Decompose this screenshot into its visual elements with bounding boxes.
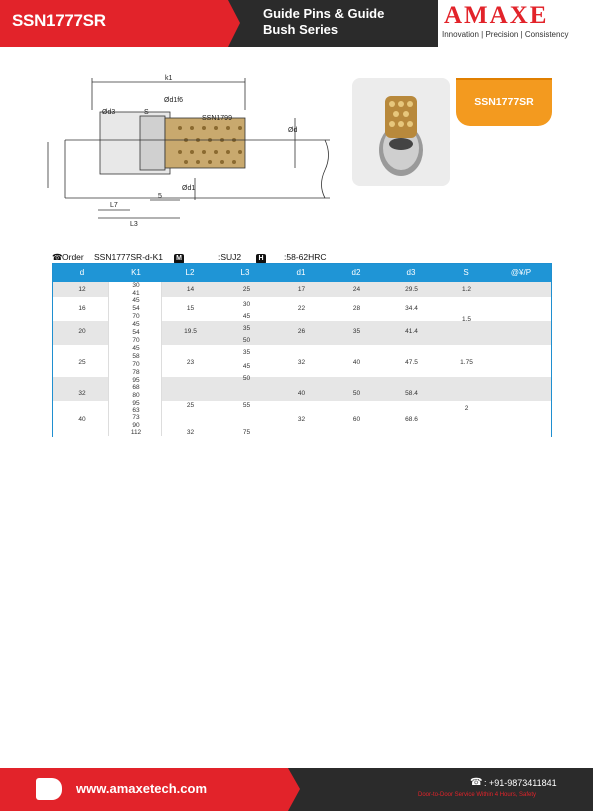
material-value: :SUJ2 [218, 252, 242, 262]
hand-icon [36, 778, 62, 800]
product-code: SSN1777SR [12, 11, 106, 30]
ref-ssn1799: SSN1799 [202, 115, 232, 122]
cell-k1: 80 [132, 392, 140, 399]
cell-l2: 25 [186, 402, 195, 409]
brand-logo: AMAXE [444, 2, 549, 29]
footer-slogan: Door-to-Door Service Within 4 Hours, Safety [418, 792, 537, 798]
cell-d3: 41.4 [405, 328, 418, 335]
footer-website[interactable]: www.amaxetech.com [76, 781, 208, 796]
cell-d1: 26 [297, 328, 306, 335]
material-badge-letter: M [174, 254, 184, 264]
cell-d: 40 [78, 416, 86, 423]
cell-d2: 50 [352, 390, 361, 397]
cell-l3: 35 [242, 325, 251, 332]
spec-table [52, 263, 552, 437]
cell-l2: 32 [186, 429, 195, 436]
cell-k1: 54 [132, 305, 140, 312]
cell-k1: 70 [132, 337, 140, 344]
cell-k1: 112 [130, 429, 142, 436]
dim-d1: Ød1 [182, 185, 196, 192]
cell-l3: 75 [242, 429, 251, 436]
page-footer [0, 768, 593, 811]
cell-k1: 95 [132, 400, 140, 407]
cell-d2: 24 [352, 286, 361, 293]
price-column [494, 282, 549, 436]
dim-k1: k1 [165, 75, 173, 82]
cell-l3: 30 [242, 301, 251, 308]
table-header [53, 264, 551, 282]
dim-l3: L3 [130, 221, 138, 228]
cell-k1: 63 [132, 407, 140, 414]
cell-d2: 28 [352, 305, 361, 312]
product-photo [352, 78, 450, 186]
cell-d: 32 [78, 390, 86, 397]
cell-d3: 34.4 [405, 305, 418, 312]
dim-l7: L7 [110, 202, 118, 209]
dim-s: S [144, 109, 149, 116]
cell-l3: 45 [242, 363, 251, 370]
cell-d1: 17 [297, 286, 306, 293]
cell-d3: 29.5 [405, 286, 418, 293]
series-line-1: Guide Pins & Guide [263, 6, 385, 21]
phone-icon: ☎ [470, 777, 483, 788]
cell-k1: 68 [132, 384, 140, 391]
cell-d2: 35 [352, 328, 361, 335]
order-label: Order [62, 252, 84, 262]
dim-d3: Ød3 [102, 109, 116, 116]
cell-d2: 40 [352, 359, 361, 366]
badge-label: SSN1777SR [474, 96, 534, 108]
cell-k1: 78 [132, 369, 140, 376]
phone-icon: ☎ [52, 252, 63, 262]
dim-d1f6: Ød1f6 [164, 97, 184, 104]
cell-k1: 73 [132, 414, 140, 421]
hardness-badge-letter: H [256, 254, 266, 264]
cell-k1: 45 [132, 297, 140, 304]
cell-s: 1.2 [461, 286, 472, 293]
cell-l2: 23 [186, 359, 195, 366]
cell-l3: 25 [242, 286, 251, 293]
cell-k1: 30 [132, 282, 140, 289]
th-d1: d1 [296, 268, 306, 277]
footer-phone: : +91-9873411841 [484, 778, 557, 788]
cell-d1: 32 [297, 416, 306, 423]
cell-l2: 19.5 [184, 328, 197, 335]
cell-l3: 50 [242, 375, 251, 382]
cell-s: 1.5 [461, 316, 472, 323]
cell-s: 1.75 [460, 359, 473, 366]
cell-l2: 14 [186, 286, 195, 293]
cell-k1: 95 [132, 377, 140, 384]
product-image [352, 78, 450, 186]
brand-tagline: Innovation | Precision | Consistency [442, 30, 569, 39]
cell-d1: 40 [297, 390, 306, 397]
cell-d3: 47.5 [405, 359, 418, 366]
cell-k1: 45 [132, 345, 140, 352]
dim-d: Ød [288, 127, 298, 134]
dim-5: 5 [158, 193, 162, 200]
product-badge [456, 78, 552, 126]
cell-l3: 35 [242, 349, 251, 356]
hardness-value: :58-62HRC [284, 252, 327, 262]
cell-d1: 22 [297, 305, 306, 312]
series-line-2: Bush Series [263, 22, 339, 37]
cell-d: 20 [78, 328, 86, 335]
th-k1: K1 [131, 268, 141, 277]
cell-d2: 60 [352, 416, 361, 423]
cell-l3: 45 [242, 313, 251, 320]
cell-k1: 70 [132, 313, 140, 320]
cell-l3: 55 [242, 402, 251, 409]
cell-l3: 50 [242, 337, 251, 344]
th-s: S [463, 268, 469, 277]
order-code: SSN1777SR-d-K1 [94, 252, 163, 262]
cell-l2: 15 [186, 305, 195, 312]
th-l2: L2 [185, 268, 195, 277]
cell-k1: 45 [132, 321, 140, 328]
cell-k1: 70 [132, 361, 140, 368]
cell-k1: 90 [132, 422, 140, 429]
cell-k1: 58 [132, 353, 140, 360]
th-d2: d2 [351, 268, 361, 277]
th-l3: L3 [240, 268, 250, 277]
cell-d: 12 [78, 286, 86, 293]
series-title [263, 6, 413, 38]
th-d3: d3 [406, 268, 416, 277]
th-d: d [79, 268, 85, 277]
th-price: @¥/P [510, 268, 532, 277]
page-header [0, 0, 593, 47]
cell-d: 25 [78, 359, 86, 366]
cell-s: 2 [464, 405, 469, 412]
cell-d3: 68.6 [405, 416, 418, 423]
cell-d1: 32 [297, 359, 306, 366]
cell-d3: 58.4 [405, 390, 418, 397]
cell-d: 16 [78, 305, 86, 312]
cell-k1: 54 [132, 329, 140, 336]
cell-k1: 41 [132, 290, 140, 297]
technical-drawing [40, 70, 340, 230]
